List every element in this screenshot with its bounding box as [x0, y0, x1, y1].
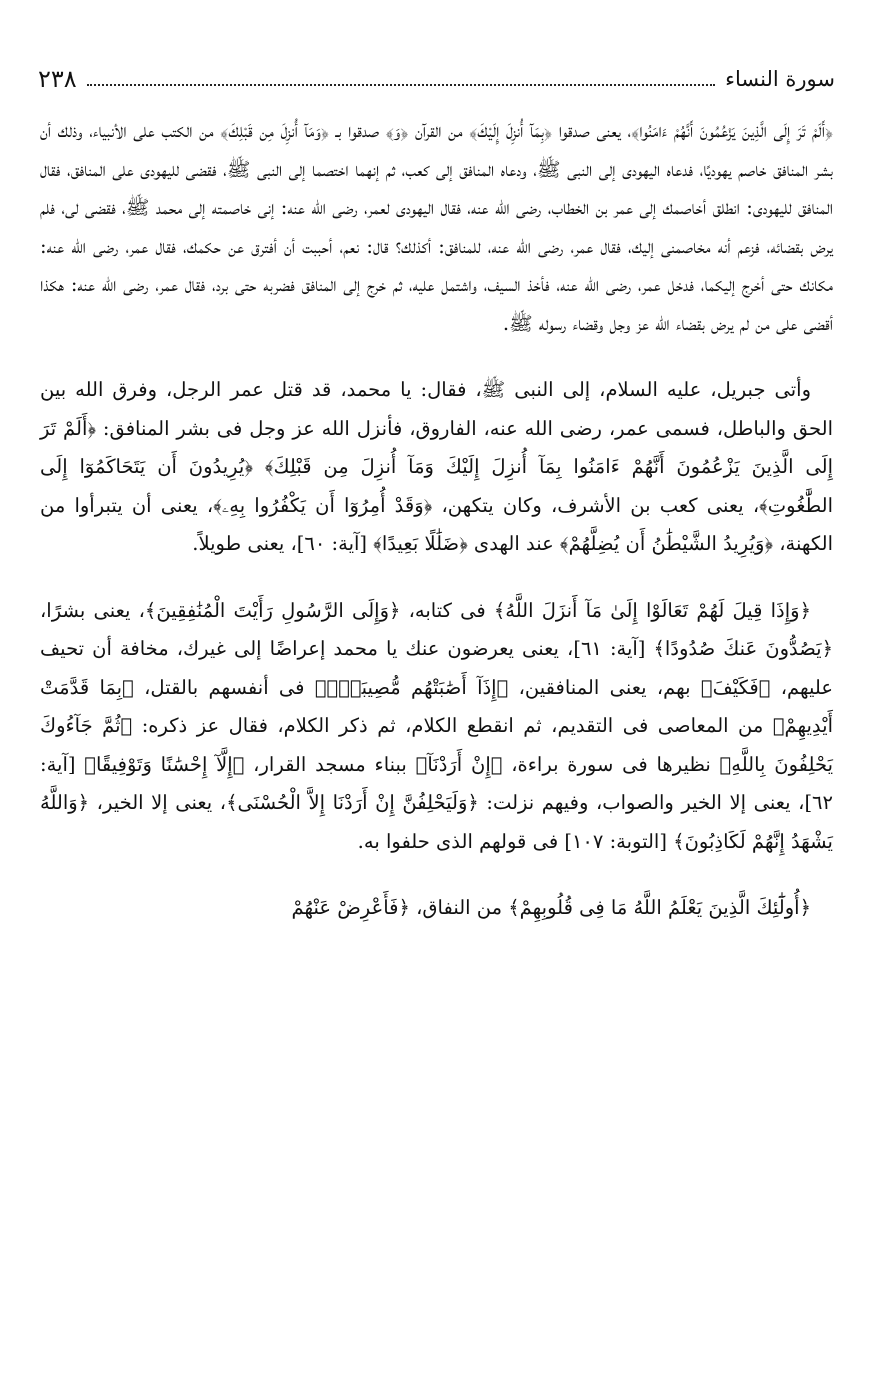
- header-dotted-leader: [87, 72, 715, 86]
- page-body: [40, 112, 833, 1367]
- paragraph-1: ﴿أَلَمْ تَرَ إِلَى الَّذِينَ يَزْعُمُونَ أَنَّهُمْ ءَامَنُوا﴾، يعنى صدقوا ﴿بِمَآ أُنزِلَ إِلَيْكَ﴾ من القرآن ﴿وَ﴾ صدقوا بـ ﴿وَمَآ أُنزِلَ مِن قَبْلِكَ﴾ من الكتب على الأنبياء، وذلك أن بشر المنافق خاصم يهوديًا، فدعاه اليهودى إلى النبى ﷺ، ودعاه المنافق إلى كعب، ثم إنهما اختصما إلى النبى ﷺ، فقضى لليهودى على المنافق، فقال المنافق لليهودى: انطلق أخاصمك إلى عمر بن الخطاب، رضى الله عنه، فقال اليهودى لعمر، رضى الله عنه: إنى خاصمته إلى محمد ﷺ، فقضى لى، فلم يرض بقضائه، فزعم أنه مخاصمنى إليك، فقال عمر، رضى الله عنه، للمنافق: أكذلك؟ قال: نعم، أحببت أن أفترق عن حكمك، فقال عمر، رضى الله عنه: مكانك حتى أخرج إليكما، فدخل عمر، رضى الله عنه، فأخذ السيف، واشتمل عليه، ثم خرج إلى المنافق فضربه حتى برد، فقال عمر، رضى الله عنه: هكذا أقضى على من لم يرض بقضاء الله عز وجل وقضاء رسوله ﷺ.: [40, 119, 833, 335]
- paragraph-3: ﴿وَإِذَا قِيلَ لَهُمْ تَعَالَوْا إِلَىٰ مَآ أَنزَلَ اللَّهُ﴾ فى كتابه، ﴿وَإِلَى الرَّسُولِ رَأَيْتَ الْمُنَٰفِقِينَ﴾، يعنى بشرًا، ﴿يَصُدُّونَ عَنكَ صُدُودًا﴾ [آية: ٦١]، يعنى يعرضون عنك يا محمد إعراضًا إلى غيرك، مخافة أن تحيف عليهم، ﴿فَكَيْفَ﴾ بهم، يعنى المنافقين، ﴿إِذَآ أَصَٰبَتْهُم مُّصِيبَةٌۢ﴾ فى أنفسهم بالقتل، ﴿بِمَا قَدَّمَتْ أَيْدِيهِمْ﴾ من المعاصى فى التقديم، ثم انقطع الكلام، ثم ذكر الكلام، فقال عز ذكره: ﴿ثُمَّ جَآءُوكَ يَحْلِفُونَ بِاللَّهِ﴾ نظيرها فى سورة براءة، ﴿إِنْ أَرَدْنَآ﴾ ببناء مسجد القرار، ﴿إِلَّآ إِحْسَٰنًا وَتَوْفِيقًا﴾ [آية: ٦٢]، يعنى إلا الخير والصواب، وفيهم نزلت: ﴿وَلَيَحْلِفُنَّ إِنْ أَرَدْنَا إِلاَّ الْحُسْنَى﴾، يعنى إلا الخير، ﴿وَاللَّهُ يَشْهَدُ إِنَّهُمْ لَكَاذِبُونَ﴾ [التوبة: ١٠٧] فى قولهم الذى حلفوا به.: [40, 598, 833, 853]
- surah-title: سورة النساء: [725, 67, 835, 91]
- page-number: ٢٣٨: [38, 65, 77, 93]
- page-header: [38, 62, 835, 96]
- paragraph-4: ﴿أُولَٰٓئِكَ الَّذِينَ يَعْلَمُ اللَّهُ مَا فِى قُلُوبِهِمْ﴾ من النفاق، ﴿فَأَعْرِضْ عَنْهُمْ: [291, 896, 811, 919]
- paragraph-2: وأتى جبريل، عليه السلام، إلى النبى ﷺ، فقال: يا محمد، قد قتل عمر الرجل، وفرق الله بين الحق والباطل، فسمى عمر، رضى الله عنه، الفاروق، فأنزل الله عز وجل فى بشر المنافق: ﴿أَلَمْ تَرَ إِلَى الَّذِينَ يَزْعُمُونَ أَنَّهُمْ ءَامَنُوا بِمَآ أُنزِلَ إِلَيْكَ وَمَآ أُنزِلَ مِن قَبْلِكَ﴾ ﴿يُرِيدُونَ أَن يَتَحَاكَمُوٓا إِلَى الطَّٰغُوتِ﴾، يعنى كعب بن الأشرف، وكان يتكهن، ﴿وَقَدْ أُمِرُوٓا أَن يَكْفُرُوا بِهِۦ﴾، يعنى أن يتبرأوا من الكهنة، ﴿وَيُرِيدُ الشَّيْطَٰنُ أَن يُضِلَّهُمْ﴾ عند الهدى ﴿ضَلَٰلًا بَعِيدًا﴾ [آية: ٦٠]، يعنى طويلاً.: [40, 378, 833, 555]
